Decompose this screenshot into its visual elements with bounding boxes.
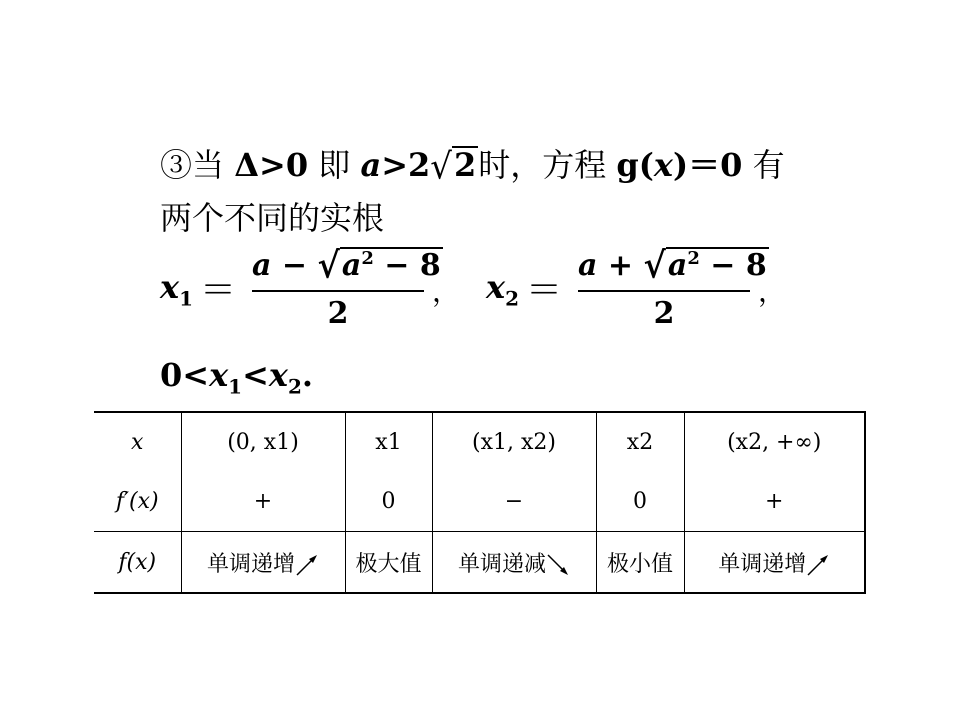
word-you: 有 [752, 146, 785, 184]
word-ji: 即 [318, 146, 351, 184]
cell-behavior-1: 单调递增 [181, 532, 345, 594]
cell-sign-3: − [432, 471, 596, 532]
arrow-up-icon [295, 553, 319, 577]
cell-x1: x1 [345, 412, 432, 471]
cell-behavior-3: 单调递减 [432, 532, 596, 594]
arrow-up-icon [806, 553, 830, 577]
cell-sign-2: 0 [345, 471, 432, 532]
gt-two: >2 [381, 146, 431, 184]
word-shi-fangcheng: 时，方程 [478, 146, 607, 184]
roots-intro-line: 两个不同的实根 [160, 199, 385, 237]
cell-sign-1: + [181, 471, 345, 532]
radical-sign: √ [430, 146, 452, 188]
word-when: 当 [192, 146, 225, 184]
x2-numerator: $a + √a^2 - 8$ [578, 245, 767, 287]
g-eq-x: x [653, 146, 673, 184]
x1-denominator: 2 [327, 296, 349, 331]
x1-label: $x_1$ [160, 268, 193, 311]
cell-x-header: x [94, 412, 181, 471]
cell-behavior-2: 极大值 [345, 532, 432, 594]
x2-denominator: 2 [653, 296, 675, 331]
condition-line [160, 140, 785, 187]
roots-formula [160, 242, 800, 342]
cell-x2: x2 [596, 412, 684, 471]
equals-sign-1: ＝ [200, 270, 237, 311]
comma-2: ， [758, 275, 787, 308]
x2-label: $x_2$ [486, 268, 519, 311]
cell-derivative-header: f′(x) [94, 471, 181, 532]
cell-behavior-4: 极小值 [596, 532, 684, 594]
cell-sign-4: 0 [596, 471, 684, 532]
cell-function-header: f(x) [94, 532, 181, 594]
cell-interval-2: (x1, x2) [432, 412, 596, 471]
arrow-down-icon [546, 553, 570, 577]
comma-1: ， [432, 275, 461, 308]
g-eq-left: g( [616, 146, 654, 184]
g-eq-right: )＝0 [673, 146, 743, 184]
equals-sign-2: ＝ [526, 270, 563, 311]
x2-fraction [578, 242, 767, 336]
x1-fraction [252, 242, 441, 336]
sqrt-two [430, 146, 478, 187]
cell-interval-3: (x2, +∞) [684, 412, 865, 471]
sqrt-arg: 2 [453, 146, 477, 184]
cell-behavior-5: 单调递增 [684, 532, 865, 594]
cell-interval-1: (0, x1) [181, 412, 345, 471]
table-row-x [94, 412, 865, 471]
var-a: a [360, 146, 382, 184]
x1-numerator: $a - √a^2 - 8$ [252, 245, 441, 287]
cell-sign-5: + [684, 471, 865, 532]
monotonicity-table [94, 411, 866, 594]
delta-condition: Δ>0 [234, 146, 309, 184]
root-inequality: $0<x_1<x_2$. [160, 356, 314, 399]
table-row-derivative [94, 471, 865, 532]
circled-number-three: ③ [160, 146, 193, 184]
table-row-function [94, 532, 865, 594]
